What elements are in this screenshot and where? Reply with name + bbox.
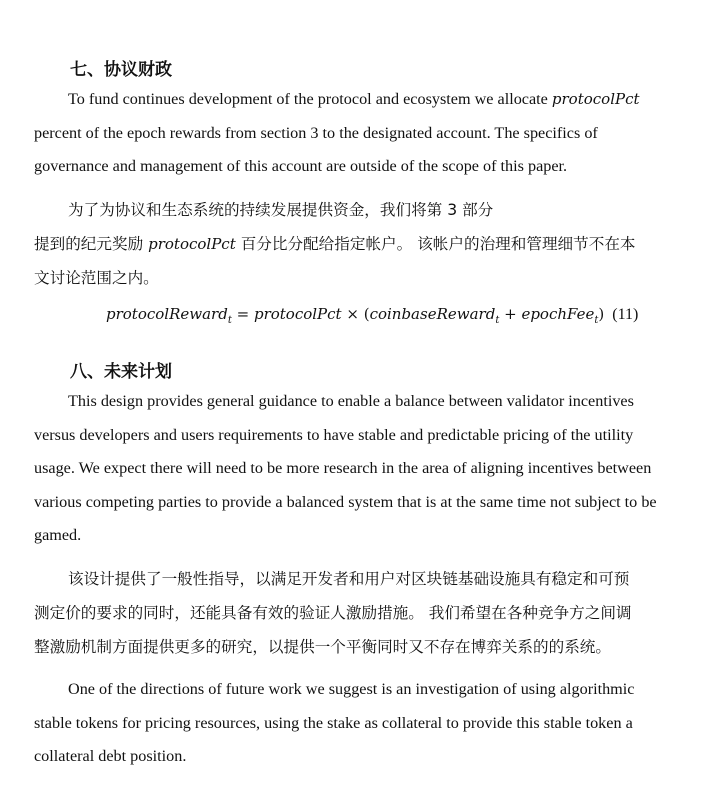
- text-line: 测定价的要求的同时，还能具备有效的验证人激励措施。 我们希望在各种竞争方之间调: [34, 604, 632, 622]
- text-line: This design provides general guidance to enable a balance between validator incentives: [68, 392, 634, 410]
- text-line: 该设计提供了一般性指导，以满足开发者和用户对区块链基础设施具有稳定和可预: [68, 570, 630, 588]
- section-8-english-paragraph-1: [34, 385, 694, 553]
- section-8-chinese-paragraph: [34, 562, 694, 664]
- text-line: collateral debt position.: [34, 747, 187, 765]
- text-line: 整激励机制方面提供更多的研究，以提供一个平衡同时又不存在博弈关系的的系统。: [34, 638, 611, 656]
- text-line: versus developers and users requirements to have stable and predictable pricing of the utility: [34, 425, 634, 444]
- math-variable: protocolPct: [551, 90, 640, 108]
- section-7-chinese-paragraph: [34, 193, 694, 295]
- section-8-heading: 八、未来计划: [70, 362, 172, 382]
- equation-11: protocolReward$_t$ = protocolPct × (coinbaseReward$_t$ + epochFee$_t$) (11): [106, 305, 639, 326]
- text-line: 文讨论范围之内。: [34, 269, 159, 287]
- section-8-english-paragraph-2: [34, 673, 694, 774]
- math-variable: protocolPct: [148, 235, 236, 253]
- text-line: governance and management of this account are outside of the scope of this paper.: [34, 157, 568, 175]
- text-line: gamed.: [34, 526, 82, 544]
- text-line: To fund continues development of the protocol and ecosystem we allocate protocolPct: [68, 90, 640, 108]
- text-line: One of the directions of future work we suggest is an investigation of using algorithmic: [68, 680, 635, 698]
- text-line: 为了为协议和生态系统的持续发展提供资金，我们将第 3 部分: [68, 201, 494, 219]
- text-line: stable tokens for pricing resources, using the stake as collateral to provide this stable token a: [34, 713, 633, 732]
- text-line: percent of the epoch rewards from section 3 to the designated account. The specifics of: [34, 123, 598, 142]
- section-7-heading: 七、协议财政: [70, 60, 172, 80]
- text-line: usage. We expect there will need to be more research in the area of aligning incentives between: [34, 459, 652, 477]
- equation-number: (11): [612, 306, 639, 323]
- text-line: various competing parties to provide a balanced system that is at the same time not subject to be: [34, 492, 657, 511]
- text-line: 提到的纪元奖励 protocolPct 百分比分配给指定帐户。 该帐户的治理和管理细节不在本: [34, 235, 636, 253]
- section-7-english-paragraph: [34, 83, 694, 184]
